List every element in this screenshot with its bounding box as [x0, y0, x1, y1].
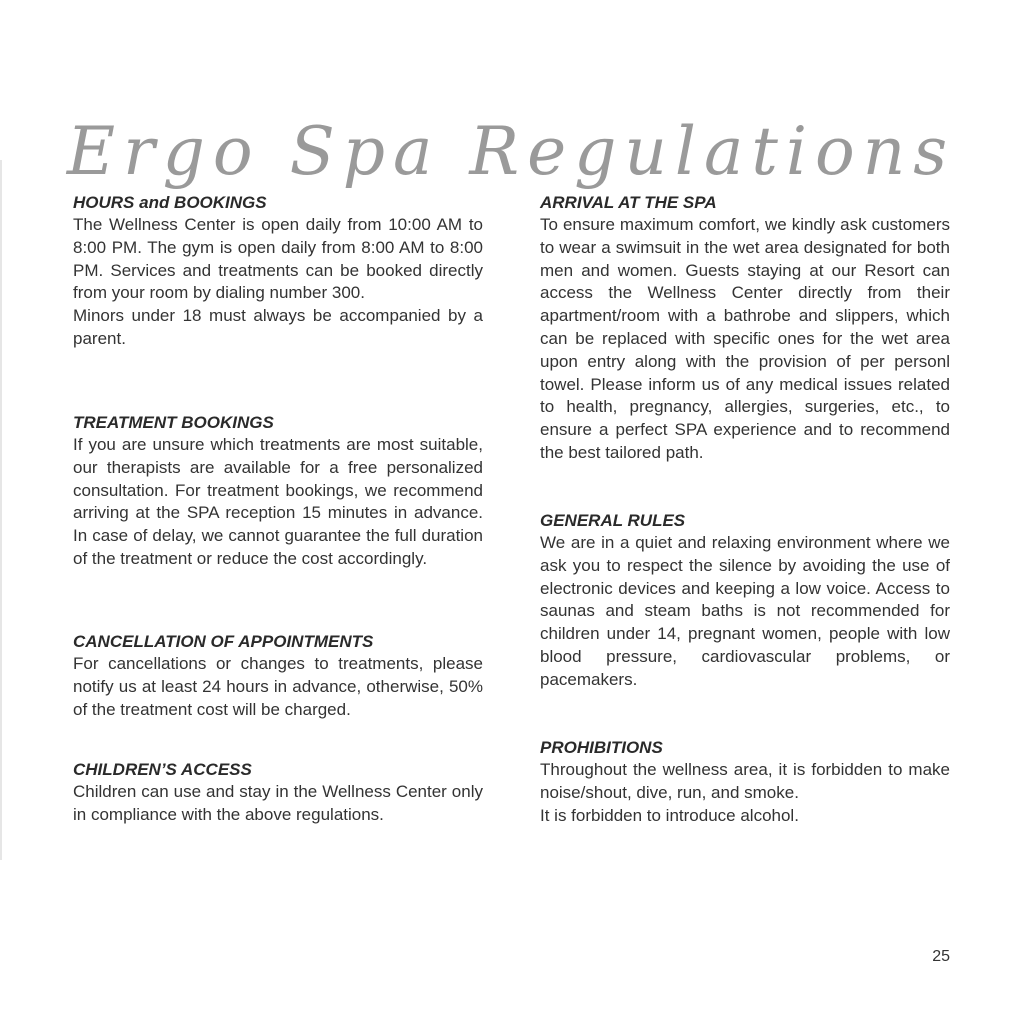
- section-body: [540, 214, 950, 465]
- section-hours-bookings: [73, 192, 483, 351]
- paragraph: The Wellness Center is open daily from 10:00 AM to 8:00 PM. The gym is open daily from 8:00 AM to 8:00 PM. Services and treatments can be booked directly from your room by dialing number 300.: [73, 215, 483, 303]
- section-body: [73, 434, 483, 571]
- section-body: [540, 759, 950, 827]
- section-arrival: [540, 192, 950, 465]
- paragraph: Children can use and stay in the Wellness Center only in compliance with the above regulations.: [73, 782, 483, 824]
- page-edge-divider: [0, 160, 2, 860]
- paragraph: Throughout the wellness area, it is forbidden to make noise/shout, dive, run, and smoke.: [540, 760, 950, 802]
- paragraph: For cancellations or changes to treatments, please notify us at least 24 hours in advance, otherwise, 50% of the treatment cost will be charged.: [73, 654, 483, 719]
- section-heading: HOURS and BOOKINGS: [73, 193, 267, 212]
- page-title: Ergo Spa Regulations: [66, 113, 956, 191]
- section-body: [73, 781, 483, 827]
- section-childrens-access: [73, 759, 483, 827]
- page-number: 25: [932, 948, 950, 965]
- paragraph: It is forbidden to introduce alcohol.: [540, 805, 799, 825]
- section-body: [73, 653, 483, 721]
- section-body: [73, 214, 483, 351]
- paragraph: To ensure maximum comfort, we kindly ask customers to wear a swimsuit in the wet area designated for both men and women. Guests staying at our Resort can access the Wellness Center directly from their apartment/room with a bathrobe and slippers, which can be replaced with specific ones for the wet area upon entry along with the provision of per personl towel. Please inform us of any medical issues related to health, pregnancy, allergies, surgeries, etc., to ensure a perfect SPA experience and to recommend the best tailored path.: [540, 215, 950, 462]
- section-body: [540, 532, 950, 692]
- paragraph: If you are unsure which treatments are most suitable, our therapists are available for a free personalized consultation. For treatment bookings, we recommend arriving at the SPA reception 15 minutes in advance. In case of delay, we cannot guarantee the full duration of the treatment or reduce the cost accordingly.: [73, 435, 483, 568]
- section-general-rules: [540, 510, 950, 692]
- section-prohibitions: [540, 737, 950, 827]
- section-heading: CHILDREN’S ACCESS: [73, 760, 252, 779]
- section-treatment-bookings: [73, 412, 483, 571]
- section-heading: CANCELLATION OF APPOINTMENTS: [73, 632, 374, 651]
- paragraph: Minors under 18 must always be accompanied by a parent.: [73, 306, 483, 348]
- section-heading: TREATMENT BOOKINGS: [73, 413, 274, 432]
- paragraph: We are in a quiet and relaxing environment where we ask you to respect the silence by avoiding the use of electronic devices and keeping a low voice. Access to saunas and steam baths is not recommended for children under 14, pregnant women, people with low blood pressure, cardiovascular problems, or pacemakers.: [540, 533, 950, 689]
- section-heading: GENERAL RULES: [540, 511, 686, 530]
- section-cancellation: [73, 631, 483, 721]
- section-heading: PROHIBITIONS: [540, 738, 663, 757]
- section-heading: ARRIVAL AT THE SPA: [540, 193, 717, 212]
